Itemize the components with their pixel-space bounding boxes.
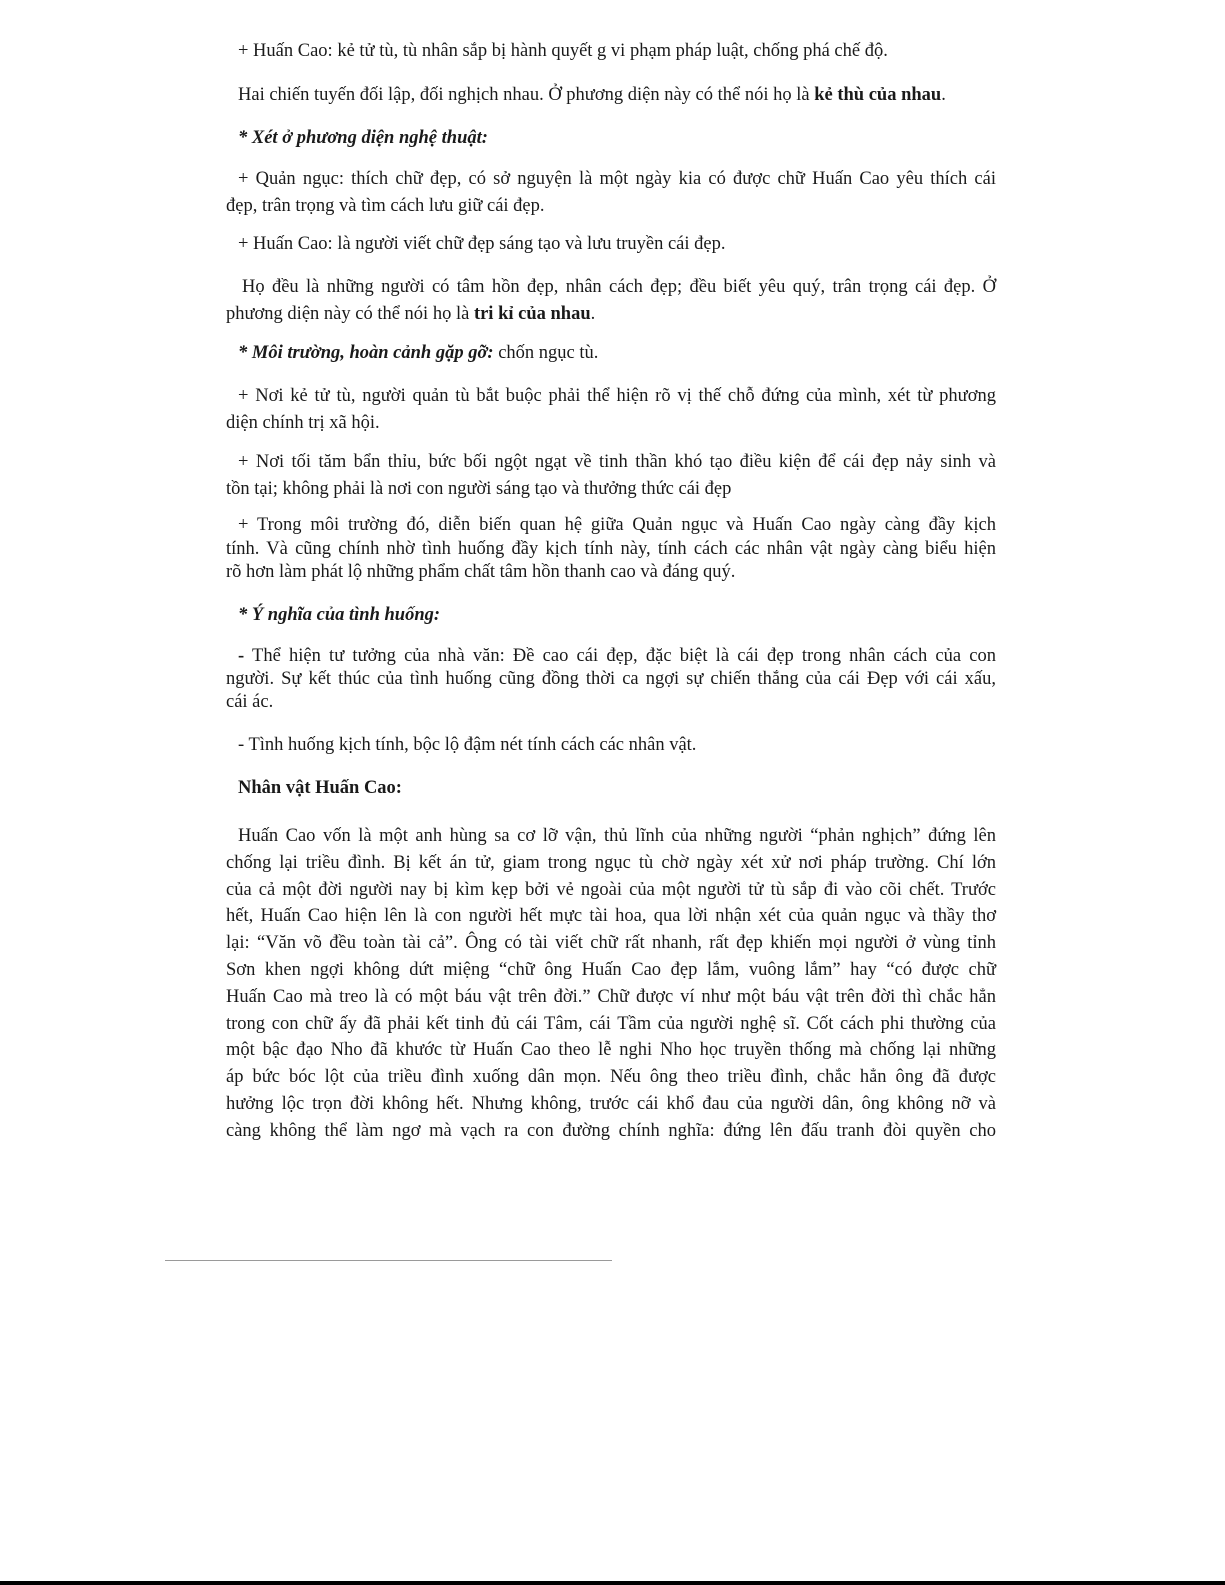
bold-phrase-soulmates: tri kỉ của nhau — [473, 304, 591, 324]
text-line: tồn tại; không phải là nơi con người sáng tạo và thưởng thức cái đẹp — [226, 479, 732, 499]
heading-meaning: * Ý nghĩa của tình huống: — [238, 605, 441, 625]
paragraph-soulmates — [226, 274, 996, 328]
paragraph-prison-position — [226, 383, 996, 437]
heading-environment — [226, 342, 1008, 364]
text-span: . — [941, 85, 946, 105]
paragraph-huan-cao-body — [226, 823, 996, 1145]
paragraph-huan-cao-art: + Huấn Cao: là người viết chữ đẹp sáng tạo và lưu truyền cái đẹp. — [238, 234, 726, 254]
text-line: + Nơi kẻ tử tù, người quản tù bắt buộc phải thể hiện rõ vị thế chỗ đứng của mình, xét từ phương — [238, 386, 996, 406]
text-line: chống lại triều đình. Bị kết án tử, giam trong ngục tù chờ ngày xét xử nơi pháp trường. Chí lớn — [226, 852, 996, 873]
text-line: Họ đều là những người có tâm hồn đẹp, nhân cách đẹp; đều biết yêu quý, trân trọng cái đẹp. Ở — [242, 277, 996, 297]
text-line: Huấn Cao mà treo là có một báu vật trên đời.” Chữ được ví như một báu vật trên đời thì chắc hẳn — [226, 986, 996, 1007]
paragraph-dramatic-situation: - Tình huống kịch tính, bộc lộ đậm nét tính cách các nhân vật. — [238, 735, 697, 755]
text-line: đẹp, trân trọng và tìm cách lưu giữ cái đẹp. — [226, 196, 545, 216]
text-line: áp bức bóc lột của triều đình xuống dân mọn. Nếu ông theo triều đình, chắc hẳn ông đã được — [226, 1067, 996, 1088]
dash-marker: - — [238, 646, 245, 666]
text-span: phương diện này có thể nói họ là — [226, 304, 474, 324]
text-line: diện chính trị xã hội. — [226, 413, 380, 433]
text-line: một bậc đạo Nho đã khước từ Huấn Cao theo lễ nghi Nho học truyền thống mà chống lại những — [226, 1040, 996, 1061]
text-span: Hai chiến tuyến đối lập, đối nghịch nhau. Ở phương diện này có thể nói họ là — [238, 85, 815, 105]
text-line: + Trong môi trường đó, diễn biến quan hệ giữa Quản ngục và Huấn Cao ngày càng đầy kịch — [238, 515, 996, 535]
text-line: + Nơi tối tăm bẩn thỉu, bức bối ngột ngạt về tinh thần khó tạo điều kiện để cái đẹp nảy sinh và — [238, 452, 996, 472]
text-line: hưởng lộc trọn đời không hết. Nhưng không, trước cái khổ đau của người dân, ông không nỡ và — [226, 1093, 996, 1114]
footnote-separator — [165, 1260, 612, 1261]
bold-phrase-enemies: kẻ thù của nhau — [814, 85, 942, 105]
heading-art-aspect: * Xét ở phương diện nghệ thuật: — [238, 128, 488, 148]
text-line: hết, Huấn Cao hiện lên là con người hết mực tài hoa, qua lời nhận xét của quản ngục và thầy thơ — [226, 906, 996, 927]
text-line: Sơn khen ngợi không dứt miệng “chữ ông Huấn Cao đẹp lắm, vuông lắm” hay “có được chữ — [226, 959, 996, 980]
text-line: người. Sự kết thúc của tình huống cũng đồng thời ca ngợi sự chiến thắng của cái Đẹp với cái xấu, — [226, 669, 996, 689]
paragraph-author-idea — [226, 645, 996, 714]
paragraph-enemies — [226, 84, 1008, 106]
heading-environment-label: * Môi trường, hoàn cảnh gặp gỡ: — [238, 343, 494, 363]
text-line: + Quản ngục: thích chữ đẹp, có sở nguyện là một ngày kia có được chữ Huấn Cao yêu thích cái — [238, 169, 996, 189]
text-line — [226, 301, 996, 328]
paragraph-dramatic-relation — [226, 514, 996, 585]
text-span: Thể hiện tư tưởng của nhà văn: Đề cao cái đẹp, đặc biệt là cái đẹp trong nhân cách của con — [244, 646, 996, 666]
text-line — [226, 645, 996, 668]
heading-character-huan-cao: Nhân vật Huấn Cao: — [238, 778, 402, 798]
text-span: chốn ngục tù. — [493, 343, 599, 363]
text-span: + Huấn Cao: kẻ tử tù, tù nhân sắp bị hành quyết g vi phạm pháp luật, chống phá chế độ. — [238, 41, 888, 61]
paragraph-huan-cao-role — [226, 40, 1008, 62]
text-line: cái ác. — [226, 692, 274, 712]
text-line: của cả một đời người nay bị kìm kẹp bởi vẻ ngoài của một người tử tù sắp đi vào cõi chết. Trước — [226, 879, 996, 900]
text-line: càng không thể làm ngơ mà vạch ra con đường chính nghĩa: đứng lên đấu tranh đòi quyền cho — [226, 1120, 996, 1141]
paragraph-dark-place — [226, 449, 996, 503]
page-bottom-edge — [0, 1581, 1225, 1585]
text-line: rõ hơn làm phát lộ những phẩm chất tâm hồn thanh cao và đáng quý. — [226, 562, 736, 582]
text-line: tính. Và cũng chính nhờ tình huống đầy kịch tính này, tính cách các nhân vật ngày càng biểu hiện — [226, 538, 996, 559]
paragraph-quan-nguc — [226, 166, 996, 220]
text-span: . — [590, 304, 596, 324]
text-line: lại: “Văn võ đều toàn tài cả”. Ông có tài viết chữ rất nhanh, rất đẹp khiến mọi người ở vùng tỉnh — [226, 933, 996, 954]
text-line: trong con chữ ấy đã phải kết tinh đủ cái Tâm, cái Tầm của người nghệ sĩ. Cốt cách phi thường của — [226, 1013, 996, 1034]
text-line: Huấn Cao vốn là một anh hùng sa cơ lỡ vận, thủ lĩnh của những người “phản nghịch” đứng lên — [238, 826, 996, 846]
